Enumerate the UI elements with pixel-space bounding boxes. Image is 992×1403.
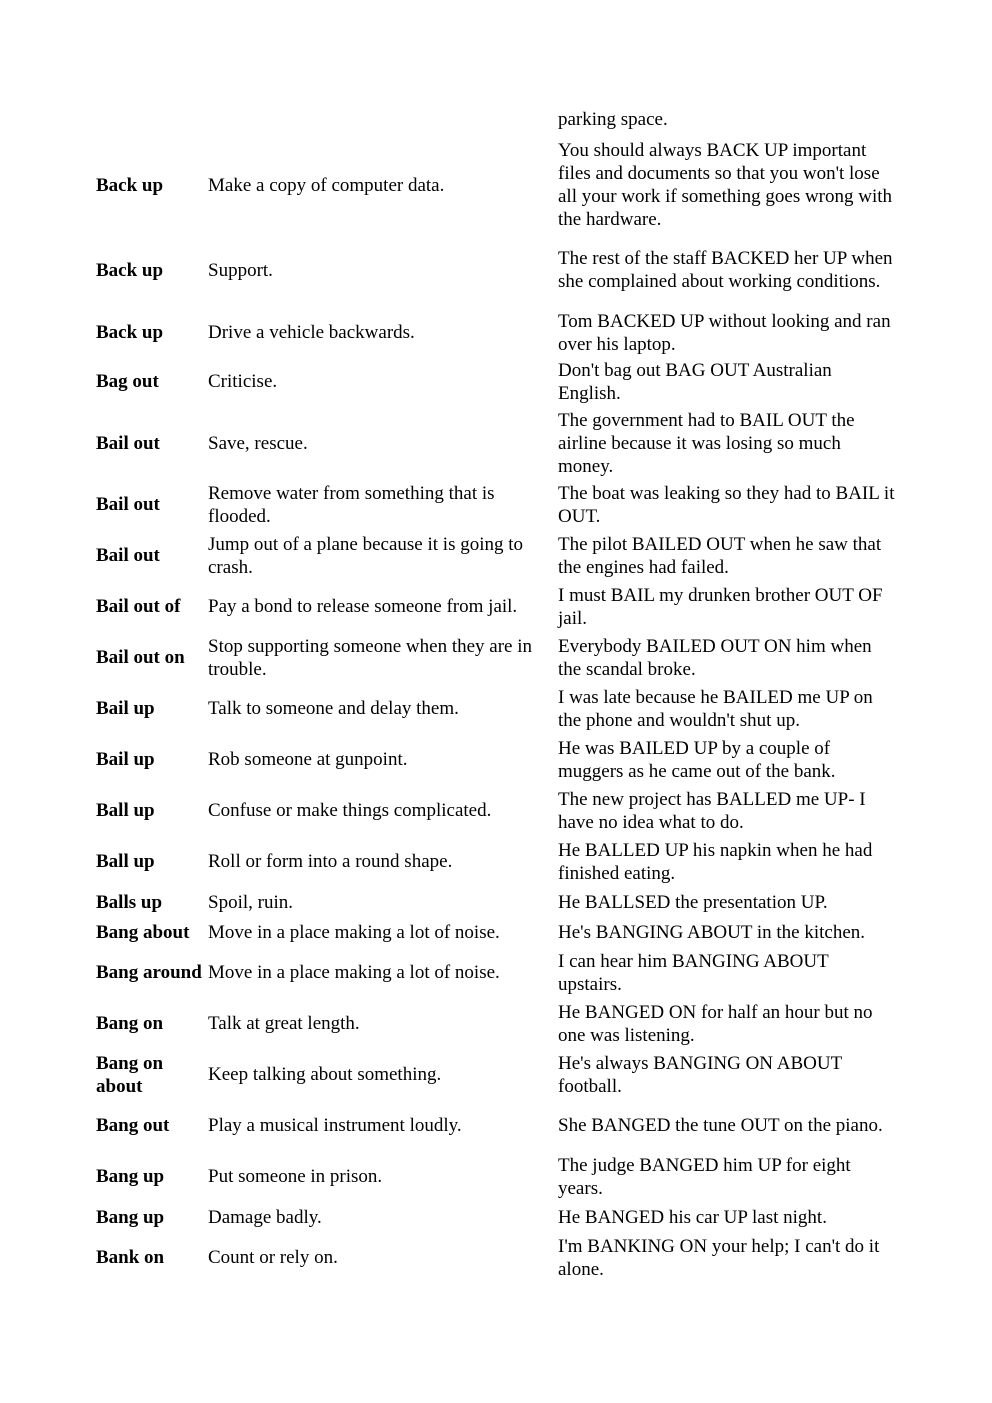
phrasal-verb-cell: Bang around <box>96 962 202 983</box>
definition-cell: Count or rely on. <box>208 1247 338 1268</box>
phrasal-verb-cell: Bang on <box>96 1013 164 1034</box>
phrasal-verb-cell: Bail up <box>96 749 155 770</box>
definition-cell: Pay a bond to release someone from jail. <box>208 596 518 617</box>
continued-example-text: parking space. <box>558 109 668 130</box>
phrasal-verb-cell: Bang about <box>96 921 190 943</box>
definition-cell: Save, rescue. <box>208 432 308 454</box>
table-row <box>96 309 896 356</box>
example-cell: I'm BANKING ON your help; I can't do it alone. <box>558 1235 880 1280</box>
definition-cell: Rob someone at gunpoint. <box>208 749 408 770</box>
example-cell: The new project has BALLED me UP- I have no idea what to do. <box>558 788 866 833</box>
table-row <box>96 785 896 836</box>
table-row <box>96 581 896 632</box>
phrasal-verb-cell: Bail out <box>96 432 160 454</box>
phrasal-verb-cell: Bang out <box>96 1115 170 1136</box>
example-cell: Everybody BAILED OUT ON him when the scandal broke. <box>558 635 872 680</box>
phrasal-verb-cell: Bang up <box>96 1206 165 1228</box>
definition-cell: Damage badly. <box>208 1206 322 1228</box>
table-row <box>96 231 896 309</box>
definition-cell: Jump out of a plane because it is going to crash. <box>208 533 524 578</box>
definition-cell: Criticise. <box>208 371 278 392</box>
definition-cell: Talk at great length. <box>208 1013 360 1034</box>
table-row <box>96 734 896 785</box>
phrasal-verb-cell: Balls up <box>96 891 163 913</box>
example-cell: He BALLED UP his napkin when he had finished eating. <box>558 839 873 884</box>
table-row <box>96 1100 896 1151</box>
table-row <box>96 632 896 683</box>
definition-cell: Support. <box>208 259 273 281</box>
definition-cell: Talk to someone and delay them. <box>208 698 459 719</box>
definition-cell: Make a copy of computer data. <box>208 174 445 196</box>
example-cell: The boat was leaking so they had to BAIL it OUT. <box>558 482 895 527</box>
example-cell: The pilot BAILED OUT when he saw that the engines had failed. <box>558 533 882 578</box>
table-row <box>96 1232 896 1283</box>
table-row <box>96 947 896 998</box>
table-row <box>96 998 896 1049</box>
phrasal-verb-cell: Bail out on <box>96 647 185 668</box>
example-cell: He BANGED ON for half an hour but no one was listening. <box>558 1001 873 1046</box>
phrasal-verb-cell: Bail out <box>96 545 160 566</box>
example-cell: He's always BANGING ON ABOUT football. <box>558 1052 842 1097</box>
phrasal-verb-cell: Back up <box>96 174 164 196</box>
table-row <box>96 407 896 479</box>
phrasal-verb-cell: Bail out <box>96 494 160 515</box>
definition-cell: Move in a place making a lot of noise. <box>208 962 500 983</box>
table-row <box>96 836 896 887</box>
phrasal-verb-cell: Bail out of <box>96 596 181 617</box>
example-cell: Tom BACKED UP without looking and ran over his laptop. <box>558 310 891 355</box>
phrasal-verb-cell: Back up <box>96 322 164 343</box>
table-row <box>96 1049 896 1100</box>
definition-cell: Stop supporting someone when they are in trouble. <box>208 635 533 680</box>
table-row <box>96 1202 896 1232</box>
table-row <box>96 479 896 530</box>
example-cell: The judge BANGED him UP for eight years. <box>558 1154 851 1199</box>
definition-cell: Move in a place making a lot of noise. <box>208 921 500 943</box>
example-cell: The government had to BAIL OUT the airline because it was losing so much money. <box>558 409 855 477</box>
definition-cell: Drive a vehicle backwards. <box>208 322 415 343</box>
example-cell: She BANGED the tune OUT on the piano. <box>558 1115 883 1136</box>
table-row <box>96 1151 896 1202</box>
phrasal-verb-cell: Ball up <box>96 800 155 821</box>
example-cell: He's BANGING ABOUT in the kitchen. <box>558 921 866 943</box>
phrasal-verbs-table-body <box>96 139 896 1283</box>
definition-cell: Remove water from something that is flooded. <box>208 482 495 527</box>
definition-cell: Spoil, ruin. <box>208 891 293 913</box>
example-cell: Don't bag out BAG OUT Australian English. <box>558 359 832 404</box>
table-row <box>96 917 896 947</box>
table-row <box>96 683 896 734</box>
phrasal-verb-cell: Bag out <box>96 371 159 392</box>
phrasal-verb-cell: Bank on <box>96 1247 165 1268</box>
phrasal-verb-cell: Back up <box>96 259 164 281</box>
table-row <box>96 530 896 581</box>
table-row <box>96 887 896 917</box>
definition-cell: Confuse or make things complicated. <box>208 800 492 821</box>
table-row <box>96 356 896 407</box>
definition-cell: Put someone in prison. <box>208 1166 383 1187</box>
example-cell: He BANGED his car UP last night. <box>558 1206 827 1228</box>
table-row <box>96 139 896 231</box>
example-cell: He was BAILED UP by a couple of muggers as he came out of the bank. <box>558 737 836 782</box>
example-cell: I was late because he BAILED me UP on the phone and wouldn't shut up. <box>558 686 873 731</box>
definition-cell: Play a musical instrument loudly. <box>208 1115 462 1136</box>
phrasal-verb-cell: Ball up <box>96 851 155 872</box>
example-cell: I must BAIL my drunken brother OUT OF jail. <box>558 584 883 629</box>
example-cell: He BALLSED the presentation UP. <box>558 891 828 913</box>
phrasal-verb-cell: Bail up <box>96 698 155 719</box>
example-cell: The rest of the staff BACKED her UP when she complained about working conditions. <box>558 248 893 292</box>
example-cell: You should always BACK UP important files and documents so that you won't lose all your work if something goes wrong with the hardware. <box>558 140 893 230</box>
phrasal-verb-cell: Bang up <box>96 1166 165 1187</box>
phrasal-verb-cell: Bang on about <box>96 1052 164 1097</box>
phrasal-verbs-table <box>96 139 896 1283</box>
example-cell: I can hear him BANGING ABOUT upstairs. <box>558 950 829 995</box>
definition-cell: Roll or form into a round shape. <box>208 851 453 872</box>
definition-cell: Keep talking about something. <box>208 1064 442 1085</box>
